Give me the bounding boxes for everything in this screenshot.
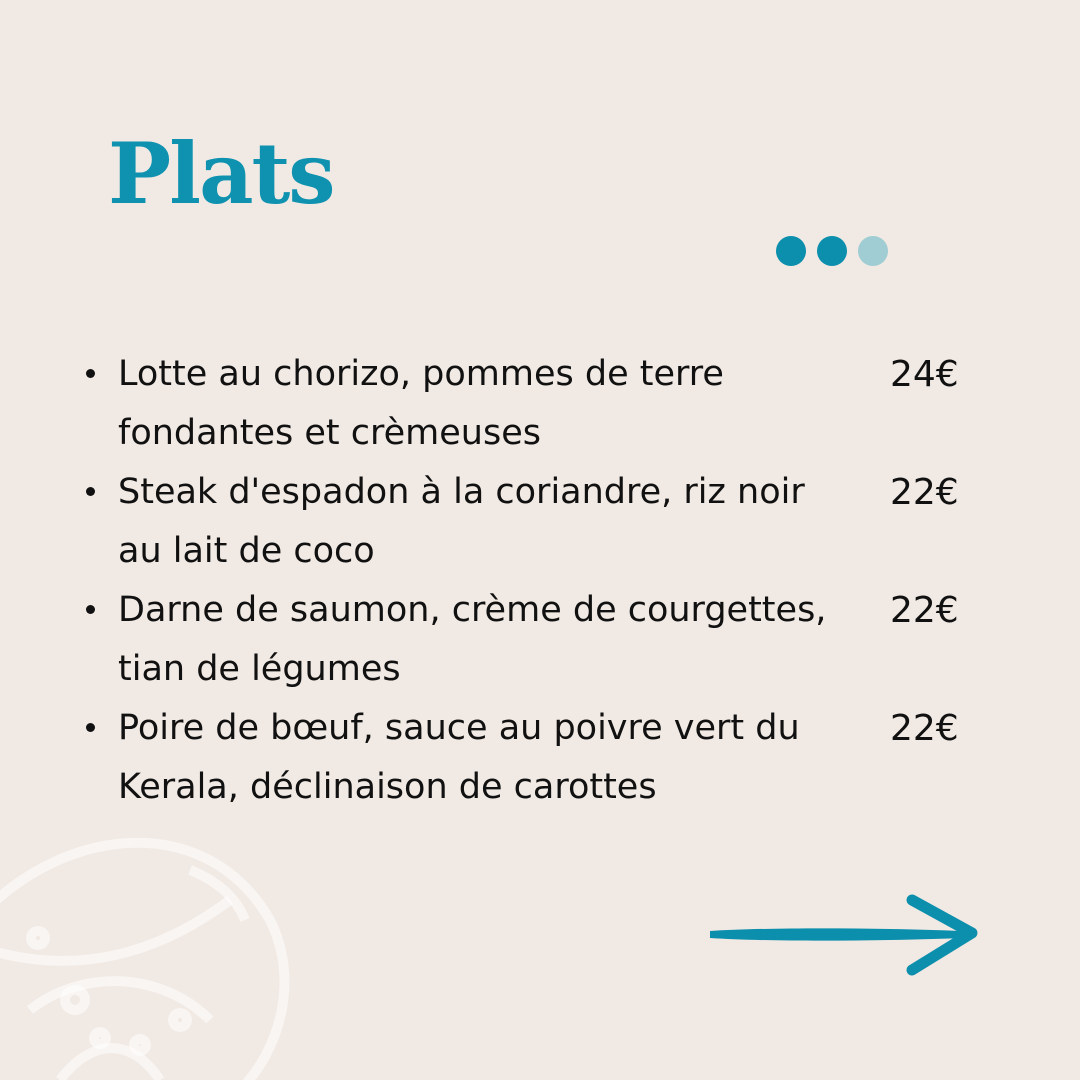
menu-item	[82, 581, 982, 699]
bullet-icon	[86, 369, 95, 378]
bullet-icon	[86, 723, 95, 732]
menu-item	[82, 463, 982, 581]
arrow-shaft	[710, 928, 962, 940]
menu-item	[82, 699, 982, 817]
menu-item	[82, 345, 982, 463]
menu-item-price: 24€	[890, 354, 959, 395]
menu-item-price: 22€	[890, 708, 959, 749]
menu-list	[82, 345, 982, 817]
menu-item-label: Steak d'espadon à la coriandre, riz noir au lait de coco	[118, 472, 805, 571]
bullet-icon	[86, 605, 95, 614]
menu-item-price: 22€	[890, 590, 959, 631]
pagination-dots	[776, 236, 888, 266]
pagination-dot-current[interactable]	[858, 236, 888, 266]
fish-pattern-icon	[0, 810, 300, 1080]
pagination-dot[interactable]	[776, 236, 806, 266]
menu-item-label: Poire de bœuf, sauce au poivre vert du Kerala, déclinaison de carottes	[118, 708, 800, 807]
menu-item-label: Darne de saumon, crème de courgettes, tian de légumes	[118, 590, 827, 689]
menu-item-label: Lotte au chorizo, pommes de terre fondantes et crèmeuses	[118, 354, 724, 453]
bullet-icon	[86, 487, 95, 496]
arrow-right-icon[interactable]	[700, 890, 980, 980]
page-title: Plats	[108, 124, 334, 223]
menu-item-price: 22€	[890, 472, 959, 513]
pagination-dot[interactable]	[817, 236, 847, 266]
